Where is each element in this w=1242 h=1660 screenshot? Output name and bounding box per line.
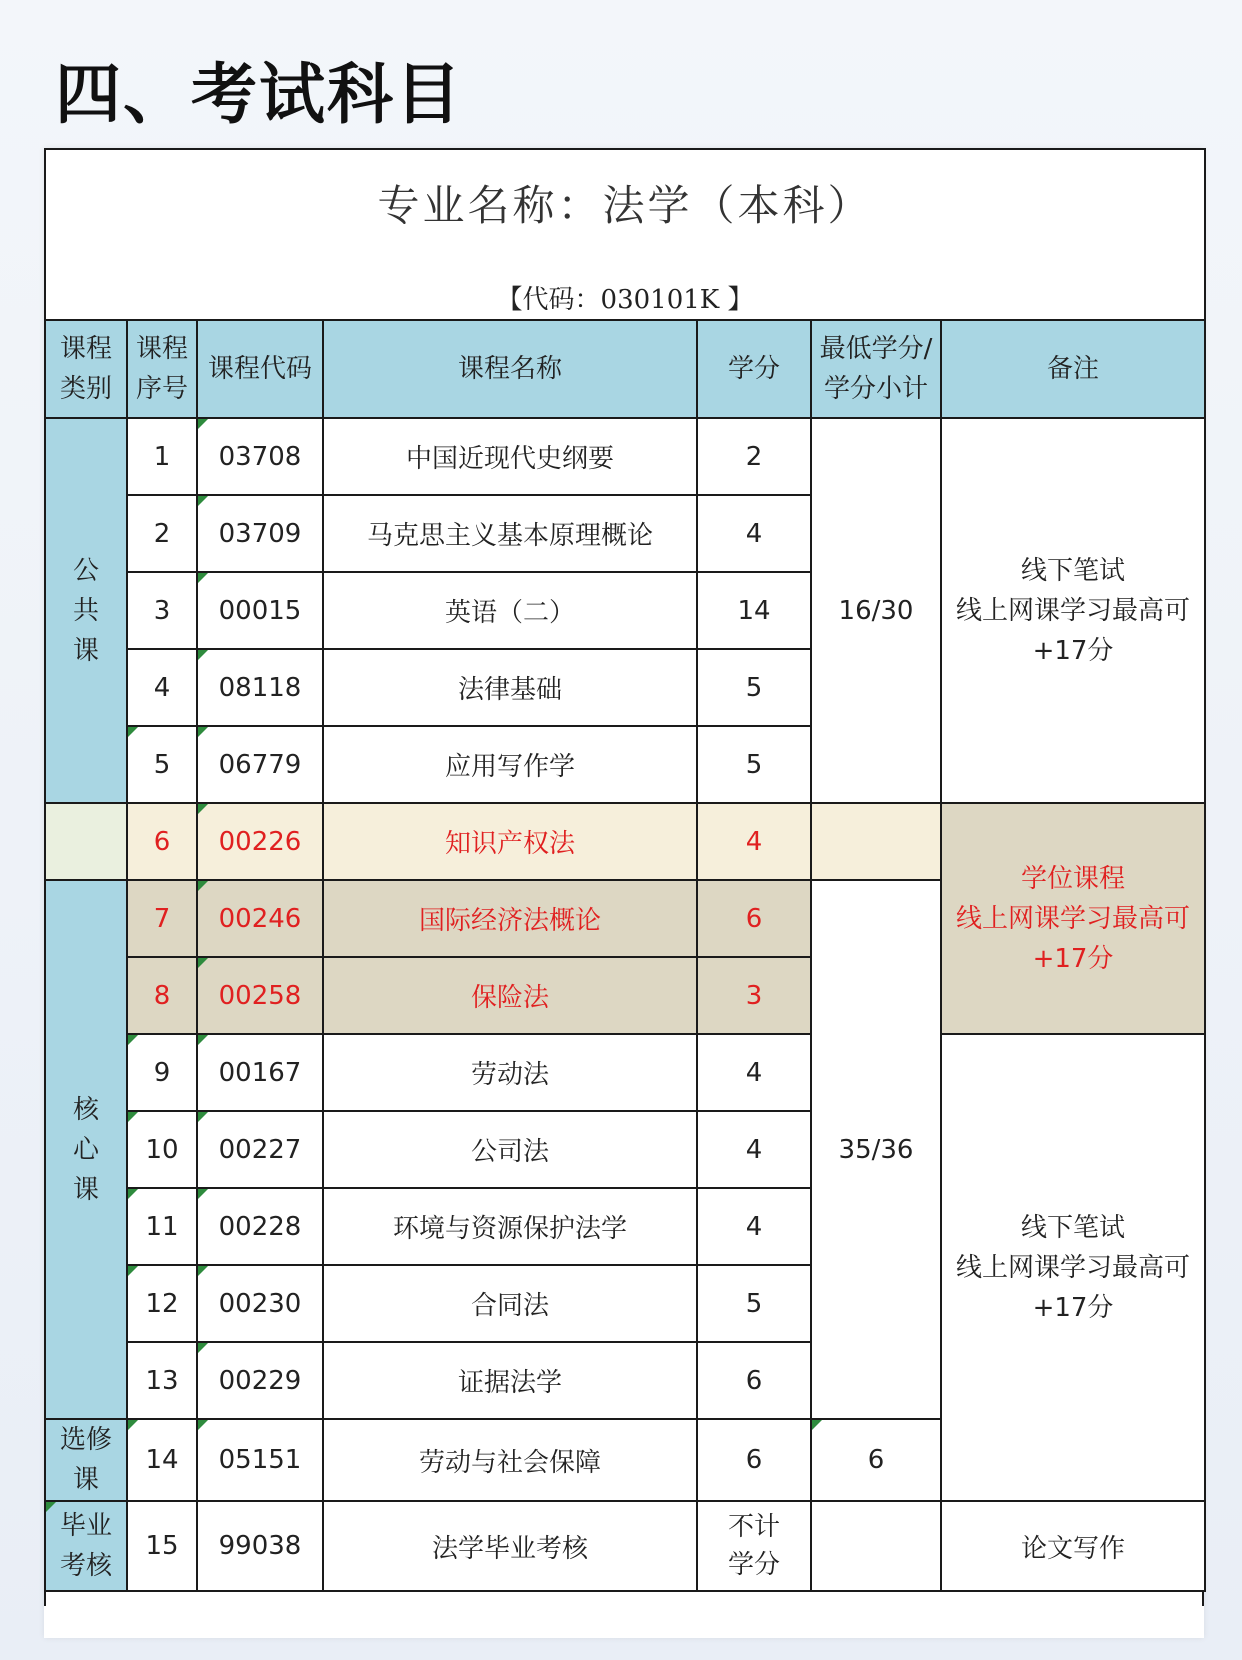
- category-public: 公 共 课: [45, 418, 127, 803]
- credit-cell: 6: [697, 1342, 811, 1419]
- credit-cell: 3: [697, 957, 811, 1034]
- name-cell: 公司法: [323, 1111, 697, 1188]
- code-cell: 03708: [197, 418, 323, 495]
- min-credit-core: 35/36: [811, 880, 941, 1419]
- credit-cell: 4: [697, 803, 811, 880]
- table-row-degree: [45, 803, 1205, 880]
- name-cell: 保险法: [323, 957, 697, 1034]
- code-cell: 00227: [197, 1111, 323, 1188]
- credit-cell: 不计 学分: [697, 1501, 811, 1591]
- note-degree: 学位课程 线上网课学习最高可 +17分: [941, 803, 1205, 1034]
- name-cell: 应用写作学: [323, 726, 697, 803]
- code-cell: 00258: [197, 957, 323, 1034]
- category-elective: 选修 课: [45, 1419, 127, 1501]
- credit-cell: 2: [697, 418, 811, 495]
- credit-cell: 4: [697, 1111, 811, 1188]
- seq-cell: 14: [127, 1419, 197, 1501]
- min-credit-public: 16/30: [811, 418, 941, 803]
- credit-cell: 14: [697, 572, 811, 649]
- min-credit-elective: 6: [811, 1419, 941, 1501]
- credit-cell: 4: [697, 1188, 811, 1265]
- name-cell: 国际经济法概论: [323, 880, 697, 957]
- code-cell: 00228: [197, 1188, 323, 1265]
- seq-cell: 12: [127, 1265, 197, 1342]
- credit-cell: 6: [697, 880, 811, 957]
- category-graduation: 毕业 考核: [45, 1501, 127, 1591]
- category-blank-cell: [45, 803, 127, 880]
- credit-cell: 4: [697, 1034, 811, 1111]
- name-cell: 证据法学: [323, 1342, 697, 1419]
- header-credit: 学分: [697, 320, 811, 418]
- table-row: [45, 418, 1205, 495]
- table-bottom-strip: [44, 1592, 1204, 1606]
- header-name: 课程名称: [323, 320, 697, 418]
- min-credit-graduation: [811, 1501, 941, 1591]
- header-row: [45, 320, 1205, 418]
- header-note: 备注: [941, 320, 1205, 418]
- title-cell: [45, 149, 1205, 320]
- header-seq: 课程 序号: [127, 320, 197, 418]
- name-cell: 法律基础: [323, 649, 697, 726]
- header-category: 课程 类别: [45, 320, 127, 418]
- header-min-credit: 最低学分/ 学分小计: [811, 320, 941, 418]
- name-cell: 劳动法: [323, 1034, 697, 1111]
- table-row: [45, 1501, 1205, 1591]
- name-cell: 环境与资源保护法学: [323, 1188, 697, 1265]
- name-cell: 中国近现代史纲要: [323, 418, 697, 495]
- code-cell: 00167: [197, 1034, 323, 1111]
- seq-cell: 7: [127, 880, 197, 957]
- credit-cell: 5: [697, 726, 811, 803]
- credit-cell: 4: [697, 495, 811, 572]
- title-row: [45, 149, 1205, 320]
- code-cell: 99038: [197, 1501, 323, 1591]
- seq-cell: 13: [127, 1342, 197, 1419]
- seq-cell: 5: [127, 726, 197, 803]
- seq-cell: 4: [127, 649, 197, 726]
- major-name: 专业名称：法学（本科）: [377, 181, 873, 230]
- code-cell: 03709: [197, 495, 323, 572]
- major-code: 【代码：030101K 】: [496, 285, 754, 315]
- code-cell: 06779: [197, 726, 323, 803]
- seq-cell: 1: [127, 418, 197, 495]
- course-table-sheet: [44, 148, 1204, 1638]
- category-core: 核 心 课: [45, 880, 127, 1419]
- seq-cell: 11: [127, 1188, 197, 1265]
- note-graduation: 论文写作: [941, 1501, 1205, 1591]
- seq-cell: 10: [127, 1111, 197, 1188]
- table-row: [45, 1034, 1205, 1111]
- code-cell: 00229: [197, 1342, 323, 1419]
- seq-cell: 9: [127, 1034, 197, 1111]
- page-title: 四、考试科目: [55, 56, 463, 133]
- name-cell: 劳动与社会保障: [323, 1419, 697, 1501]
- code-cell: 00230: [197, 1265, 323, 1342]
- name-cell: 马克思主义基本原理概论: [323, 495, 697, 572]
- seq-cell: 15: [127, 1501, 197, 1591]
- seq-cell: 6: [127, 803, 197, 880]
- code-cell: 00015: [197, 572, 323, 649]
- name-cell: 法学毕业考核: [323, 1501, 697, 1591]
- credit-cell: 5: [697, 1265, 811, 1342]
- seq-cell: 3: [127, 572, 197, 649]
- code-cell: 00246: [197, 880, 323, 957]
- seq-cell: 2: [127, 495, 197, 572]
- code-cell: 08118: [197, 649, 323, 726]
- code-cell: 00226: [197, 803, 323, 880]
- name-cell: 合同法: [323, 1265, 697, 1342]
- header-code: 课程代码: [197, 320, 323, 418]
- course-table: [44, 148, 1206, 1592]
- credit-cell: 5: [697, 649, 811, 726]
- note-public: 线下笔试 线上网课学习最高可 +17分: [941, 418, 1205, 803]
- seq-cell: 8: [127, 957, 197, 1034]
- name-cell: 知识产权法: [323, 803, 697, 880]
- min-credit-blank: [811, 803, 941, 880]
- name-cell: 英语（二）: [323, 572, 697, 649]
- credit-cell: 6: [697, 1419, 811, 1501]
- code-cell: 05151: [197, 1419, 323, 1501]
- note-core: 线下笔试 线上网课学习最高可 +17分: [941, 1034, 1205, 1501]
